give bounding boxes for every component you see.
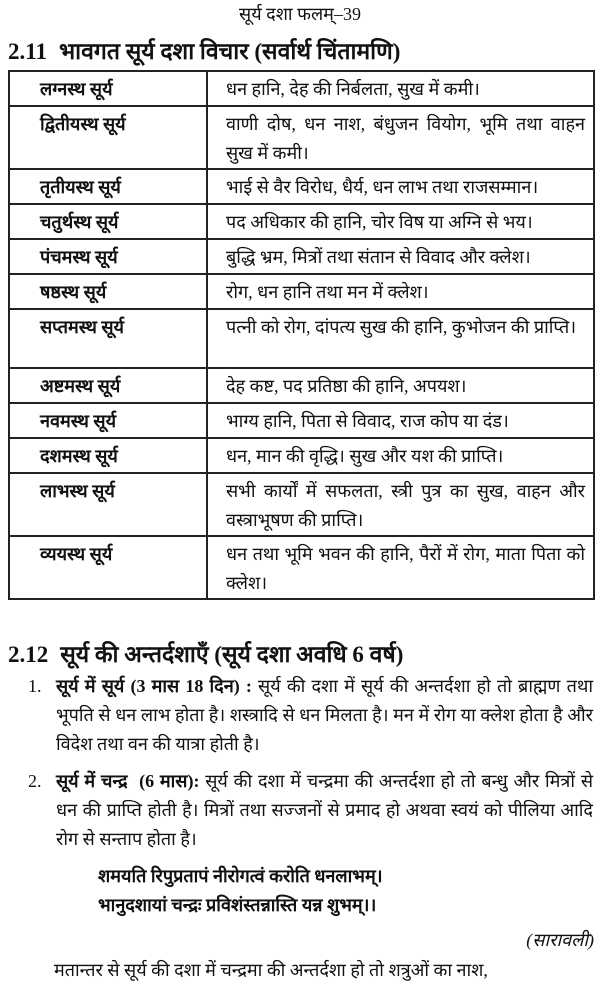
- effect-cell: धन हानि, देह की निर्बलता, सुख में कमी।: [207, 71, 594, 106]
- table-row: [9, 368, 594, 403]
- running-head: सूर्य दशा फलम्–39: [239, 4, 361, 24]
- section-number: 2.12: [8, 642, 49, 667]
- table-row: [9, 204, 594, 239]
- item-text: सूर्य की दशा में सूर्य की अन्तर्दशा हो तो ब्राह्मण तथा भूपति से धन लाभ होता है। शस्त्रादि से धन मिलता है। मन में रोग या क्लेश होता है और विदेश तथा वन की यात्रा होती है।: [56, 676, 593, 754]
- table-row: [9, 438, 594, 473]
- item-number: 1.: [28, 676, 42, 696]
- house-cell: दशमस्थ सूर्य: [9, 438, 207, 473]
- house-cell: व्ययस्थ सूर्य: [9, 536, 207, 599]
- item-text: सूर्य की दशा में चन्द्रमा की अन्तर्दशा हो तो बन्धु और मित्रों से धन की प्राप्ति होती है। मित्रों तथा सज्जनों से प्रमाद हो अथवा स्वयं को पीलिया आदि रोग से सन्ताप होता है।: [56, 771, 593, 849]
- house-cell: अष्टमस्थ सूर्य: [9, 368, 207, 403]
- table-row: [9, 473, 594, 536]
- section-heading-2-11: [8, 34, 400, 66]
- effect-cell: भाग्य हानि, पिता से विवाद, राज कोप या दंड।: [207, 403, 594, 438]
- section-heading-2-12: [8, 637, 403, 669]
- effect-cell: पद अधिकार की हानि, चोर विष या अग्नि से भय।: [207, 204, 594, 239]
- house-cell: लाभस्थ सूर्य: [9, 473, 207, 536]
- continuation-text: मतान्तर से सूर्य की दशा में चन्द्रमा की अन्तर्दशा हो तो शत्रुओं का नाश,: [54, 960, 488, 980]
- section-title: सूर्य की अन्तर्दशाएँ (सूर्य दशा अवधि 6 वर्ष): [60, 642, 404, 667]
- effect-cell: धन तथा भूमि भवन की हानि, पैरों में रोग, माता पिता को क्लेश।: [207, 536, 594, 599]
- table-row: [9, 169, 594, 204]
- table-row: [9, 403, 594, 438]
- effect-cell: देह कष्ट, पद प्रतिष्ठा की हानि, अपयश।: [207, 368, 594, 403]
- table-row: [9, 239, 594, 274]
- verse-line-1: शमयति रिपुप्रतापं नीरोगत्वं करोति धनलाभम्।: [98, 866, 383, 886]
- item-number: 2.: [28, 771, 42, 791]
- item-separator: :: [239, 676, 259, 696]
- house-cell: चतुर्थस्थ सूर्य: [9, 204, 207, 239]
- table-row: [9, 309, 594, 368]
- effect-cell: बुद्धि भ्रम, मित्रों तथा संतान से विवाद और क्लेश।: [207, 239, 594, 274]
- table-row: [9, 536, 594, 599]
- verse-line-2: भानुदशायां चन्द्रः प्रविशंस्तन्नास्ति यन्न शुभम्।।: [98, 895, 377, 915]
- verse-source: (सारावली): [526, 930, 594, 950]
- effect-cell: सभी कार्यों में सफलता, स्त्री पुत्र का सुख, वाहन और वस्त्राभूषण की प्राप्ति।: [207, 473, 594, 536]
- effect-cell: धन, मान की वृद्धि। सुख और यश की प्राप्ति।: [207, 438, 594, 473]
- house-cell: द्वितीयस्थ सूर्य: [9, 106, 207, 169]
- list-item-1: [28, 672, 593, 759]
- house-cell: सप्तमस्थ सूर्य: [9, 309, 207, 368]
- section-number: 2.11: [8, 39, 47, 64]
- effect-cell: पत्नी को रोग, दांपत्य सुख की हानि, कुभोजन की प्राप्ति।: [207, 309, 594, 368]
- house-cell: नवमस्थ सूर्य: [9, 403, 207, 438]
- item-heading: सूर्य में चन्द्र (6 मास): [56, 771, 194, 791]
- house-cell: षष्ठस्थ सूर्य: [9, 274, 207, 309]
- item-separator: :: [193, 771, 206, 791]
- item-heading: सूर्य में सूर्य (3 मास 18 दिन): [56, 676, 240, 696]
- house-cell: लग्नस्थ सूर्य: [9, 71, 207, 106]
- table-row: [9, 106, 594, 169]
- house-cell: तृतीयस्थ सूर्य: [9, 169, 207, 204]
- table-row: [9, 274, 594, 309]
- effect-cell: रोग, धन हानि तथा मन में क्लेश।: [207, 274, 594, 309]
- section-title: भावगत सूर्य दशा विचार (सर्वार्थ चिंतामणि): [58, 39, 401, 64]
- house-effects-table: [8, 70, 595, 600]
- house-cell: पंचमस्थ सूर्य: [9, 239, 207, 274]
- effect-cell: वाणी दोष, धन नाश, बंधुजन वियोग, भूमि तथा वाहन सुख में कमी।: [207, 106, 594, 169]
- list-item-2: [28, 767, 593, 854]
- table-row: [9, 71, 594, 106]
- effect-cell: भाई से वैर विरोध, धैर्य, धन लाभ तथा राजसम्मान।: [207, 169, 594, 204]
